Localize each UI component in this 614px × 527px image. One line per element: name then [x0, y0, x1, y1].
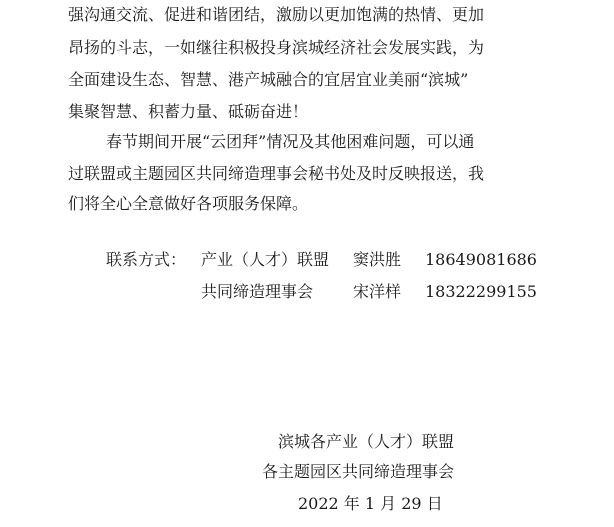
- contact-phone: 18322299155: [425, 282, 537, 301]
- paragraph2-line-2: 过联盟或主题园区共同缔造理事会秘书处及时反映报送，我: [68, 164, 485, 183]
- contact-row-1: [106, 250, 566, 270]
- signature-org-2: 各主题园区共同缔造理事会: [262, 462, 455, 481]
- contact-org: 共同缔造理事会: [201, 282, 314, 301]
- paragraph2-line-3: 们将全心全意做好各项服务保障。: [68, 194, 309, 213]
- paragraph2-line-1: 春节期间开展“云团拜”情况及其他困难问题，可以通: [106, 132, 475, 151]
- contact-person: 宋洋样: [353, 282, 402, 301]
- signature-date: 2022 年 1 月 29 日: [298, 494, 443, 513]
- contact-person: 窦洪胜: [353, 250, 402, 269]
- paragraph1-line-1: 强沟通交流、促进和谐团结，激励以更加饱满的热情、更加: [68, 5, 485, 24]
- contact-row-2: [106, 282, 566, 302]
- paragraph1-line-4: 集聚智慧、积蓄力量、砥砺奋进！: [68, 102, 309, 121]
- signature-org-1: 滨城各产业（人才）联盟: [278, 432, 455, 451]
- contact-org: 产业（人才）联盟: [201, 250, 330, 269]
- contact-label: 联系方式：: [106, 250, 187, 269]
- contact-phone: 18649081686: [425, 250, 537, 269]
- paragraph1-line-3: 全面建设生态、智慧、港产城融合的宜居宜业美丽“滨城”: [68, 70, 469, 89]
- paragraph1-line-2: 昂扬的斗志，一如继往积极投身滨城经济社会发展实践，为: [68, 38, 485, 57]
